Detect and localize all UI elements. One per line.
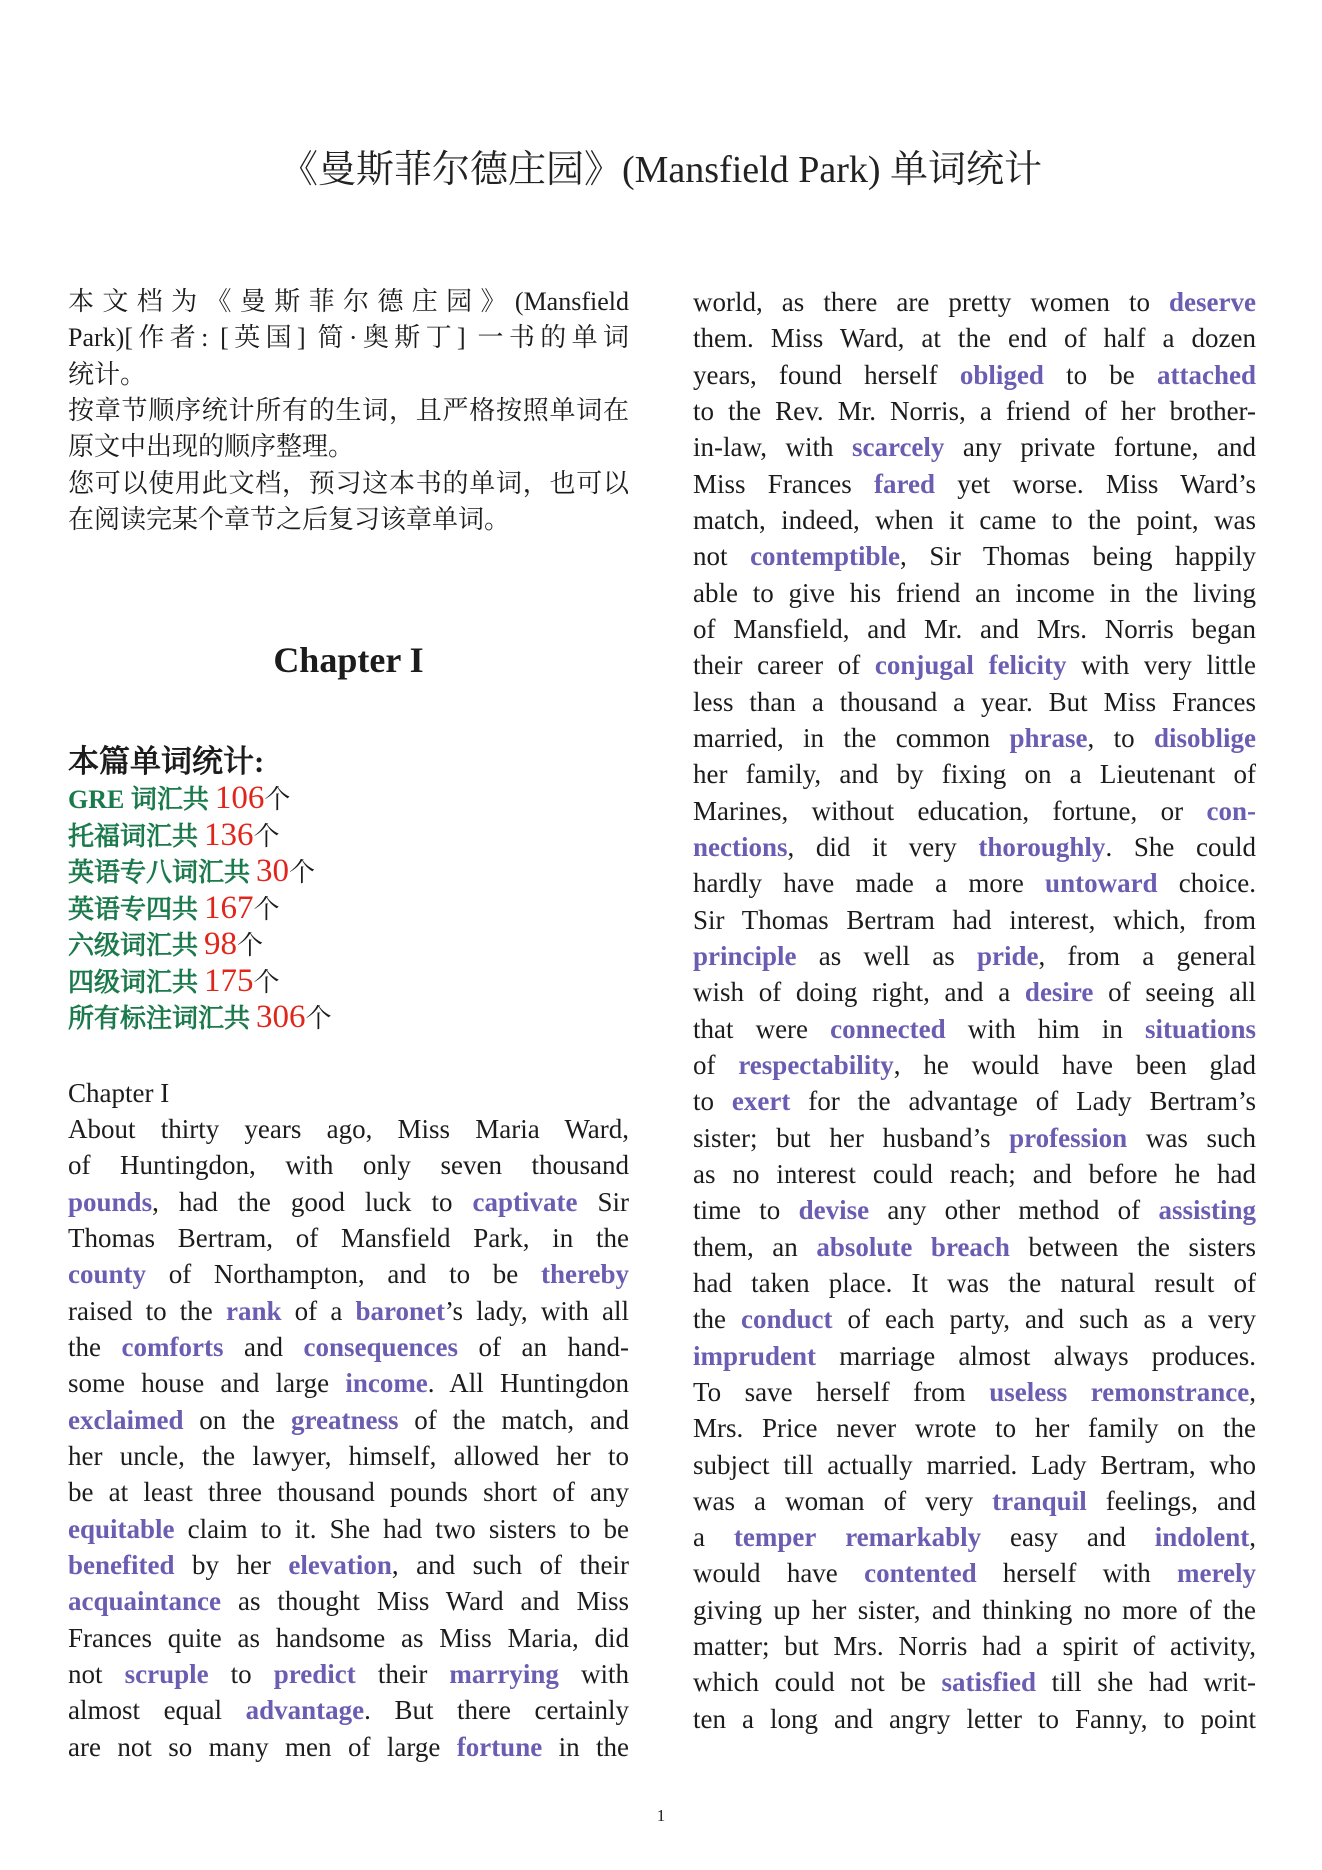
text-run: , Sir Thomas being happily (900, 541, 1256, 572)
text-line (693, 793, 1256, 829)
text-run: of the match, and (398, 1404, 629, 1435)
text-run (816, 1522, 845, 1552)
vocab-word: obliged (959, 359, 1044, 390)
text-line (693, 756, 1256, 792)
vocab-word: pounds (68, 1186, 153, 1217)
intro-line: 按章节顺序统计所有的生词，且严格按照单词在 (68, 395, 629, 425)
vocab-word: disoblige (1153, 722, 1256, 753)
intro-line: 在阅读完某个章节之后复习该章单词。 (68, 504, 511, 534)
text-run: able to give his friend an income in the living (693, 577, 1256, 608)
vocab-word: thoroughly (978, 831, 1106, 862)
text-run: world, as there are pretty women to (693, 287, 1170, 317)
text-run: which could not be (693, 1667, 942, 1698)
vocab-word: advantage (245, 1695, 365, 1726)
text-run: to be (1043, 359, 1158, 390)
vocab-word: absolute (816, 1231, 913, 1262)
vocab-word: predict (273, 1658, 356, 1689)
text-line (693, 393, 1256, 429)
text-line (693, 902, 1256, 938)
text-line (693, 1011, 1256, 1047)
stat-label: 六级词汇共 (68, 931, 199, 960)
text-run: choice. (1157, 868, 1257, 899)
vocab-word: satisfied (941, 1667, 1036, 1698)
text-line (693, 1555, 1256, 1591)
text-run: as well as (796, 940, 978, 971)
text-line (693, 1338, 1256, 1374)
stat-label: 英语专八词汇共 (68, 858, 251, 887)
text-run: with (558, 1658, 629, 1689)
vocab-word: scarcely (851, 432, 945, 463)
text-run: Frances quite as handsome as Miss Maria, did (68, 1622, 629, 1653)
text-run: subject till actually married. Lady Bertram, who (693, 1449, 1256, 1480)
vocab-word: conduct (741, 1304, 833, 1335)
intro-line: 本文档为《曼斯菲尔德庄园》(Mansfield (68, 287, 629, 316)
text-run: as no interest could reach; and before he had (693, 1158, 1256, 1189)
vocab-word: exert (731, 1086, 791, 1117)
text-run: feelings, and (1086, 1485, 1256, 1516)
text-run: almost equal (68, 1695, 246, 1726)
text-line (68, 1365, 629, 1401)
vocab-word: fortune (456, 1731, 543, 1762)
stat-unit: 个 (237, 931, 264, 960)
vocab-word: consequences (303, 1331, 458, 1362)
text-line (68, 1583, 629, 1619)
text-run (974, 650, 989, 680)
text-run: yet worse. Miss Ward’s (934, 468, 1257, 499)
vocab-word: baronet (355, 1295, 445, 1326)
vocab-word: thereby (541, 1259, 629, 1290)
stat-unit: 个 (253, 821, 280, 851)
text-run: of a (281, 1295, 356, 1326)
intro-line: 原文中出现的顺序整理。 (68, 432, 355, 462)
vocab-word: remarkably (845, 1522, 982, 1553)
page-title: 《曼斯菲尔德庄园》(Mansfield Park) 单词统计 (279, 149, 1043, 191)
vocab-word: merely (1177, 1558, 1257, 1589)
vocab-word: tranquil (992, 1485, 1087, 1516)
text-line (693, 575, 1256, 611)
vocab-word: greatness (290, 1404, 399, 1435)
vocab-word: untoward (1045, 868, 1158, 899)
vocab-word: contemptible (750, 541, 901, 572)
vocab-word: principle (693, 940, 797, 971)
vocab-word: connected (830, 1013, 946, 1044)
vocab-word: breach (930, 1231, 1010, 1262)
text-line (693, 284, 1256, 320)
text-run: for the advantage of Lady Bertram’s (790, 1086, 1256, 1117)
text-run: till she had writ- (1036, 1667, 1256, 1698)
text-run: any other method of (869, 1195, 1159, 1226)
stat-label: GRE 词汇共 (68, 785, 209, 814)
text-line (68, 1620, 629, 1656)
text-line (68, 1402, 629, 1438)
text-run: , (1249, 1376, 1256, 1407)
text-run: any private fortune, and (944, 432, 1256, 463)
text-line (693, 647, 1256, 683)
stat-count: 106 (214, 780, 265, 816)
text-line (68, 1184, 629, 1220)
stat-unit: 个 (253, 894, 280, 924)
vocab-word: respectability (738, 1049, 894, 1080)
text-line (693, 1410, 1256, 1446)
text-run: . But there certainly (364, 1695, 629, 1726)
text-line (693, 320, 1256, 356)
text-run: of seeing all (1093, 977, 1256, 1008)
stat-row-all (68, 1001, 629, 1038)
text-line (693, 720, 1256, 756)
vocab-word: temper (733, 1522, 817, 1553)
vocab-word: remonstrance (1090, 1376, 1250, 1407)
vocab-word: captivate (472, 1186, 578, 1217)
vocab-word: imprudent (693, 1340, 817, 1371)
intro-line: Park)[作者: [英国] 简·奥斯丁] 一书的单词 (68, 323, 629, 353)
text-run: matter; but Mrs. Norris had a spirit of activity, (693, 1631, 1256, 1662)
text-run: the (693, 1304, 742, 1335)
text-line (693, 357, 1256, 393)
stat-row-cet6 (68, 928, 629, 965)
stat-count: 175 (204, 962, 254, 999)
text-run: of Mansfield, and Mr. and Mrs. Norris began (693, 613, 1256, 644)
text-line (693, 1447, 1256, 1483)
text-line (693, 865, 1256, 901)
vocab-word: marrying (449, 1658, 559, 1689)
stat-count: 136 (204, 816, 254, 853)
text-run: Miss Frances (693, 468, 874, 499)
text-run: match, indeed, when it came to the point, was (693, 504, 1256, 535)
stat-count: 167 (204, 889, 254, 926)
text-run: herself with (976, 1558, 1178, 1589)
chapter-heading: Chapter I (273, 640, 424, 680)
stat-row-tem4 (68, 889, 629, 929)
text-run: giving up her sister, and thinking no more of the (693, 1594, 1256, 1625)
vocab-word: benefited (68, 1549, 175, 1580)
text-run: them. Miss Ward, at the end of half a dozen (693, 323, 1256, 354)
text-run: , he would have been glad (893, 1049, 1257, 1080)
stat-unit: 个 (289, 858, 316, 887)
text-run: a (693, 1522, 734, 1553)
vocab-word: acquaintance (68, 1586, 222, 1617)
text-line (68, 1547, 629, 1583)
text-run: had taken place. It was the natural result of (693, 1267, 1256, 1298)
intro-block (68, 284, 629, 538)
stat-unit: 个 (305, 1004, 332, 1033)
text-run (1067, 1377, 1091, 1407)
text-line (68, 1656, 629, 1692)
text-run: Sir Thomas Bertram had interest, which, from (693, 904, 1256, 935)
vocab-word: rank (225, 1295, 282, 1326)
text-line (693, 1265, 1256, 1301)
text-line (693, 429, 1256, 465)
text-run: of (693, 1049, 739, 1080)
vocab-word: situations (1144, 1013, 1256, 1044)
text-run: sister; but her husband’s (693, 1122, 1010, 1153)
text-line (68, 1111, 629, 1147)
text-line (693, 1301, 1256, 1337)
text-line (693, 829, 1256, 865)
text-run: , (1249, 1522, 1257, 1553)
text-run: Thomas Bertram, of Mansfield Park, in the (68, 1222, 629, 1253)
text-line (693, 938, 1256, 974)
text-run: , and such of their (391, 1549, 629, 1580)
text-line (693, 1047, 1256, 1083)
text-run: , from a general (1038, 940, 1256, 971)
stat-row-toefl (68, 816, 629, 856)
text-run: Sir (577, 1186, 629, 1217)
text-run: not (693, 541, 751, 572)
vocab-word: pride (977, 940, 1039, 971)
vocab-word: scruple (124, 1658, 209, 1689)
text-run: Mrs. Price never wrote to her family on the (693, 1413, 1256, 1444)
vocab-word: contented (864, 1558, 977, 1589)
text-run: was such (1127, 1122, 1256, 1153)
text-run: of each party, and such as a very (832, 1304, 1256, 1335)
stat-label: 四级词汇共 (68, 967, 199, 997)
text-run: would have (693, 1558, 865, 1589)
text-run: less than a thousand a year. But Miss Frances (693, 686, 1256, 717)
text-run: To save herself from (693, 1376, 990, 1407)
text-run: to the Rev. Mr. Norris, a friend of her brother- (693, 395, 1256, 426)
stat-count: 30 (256, 853, 290, 889)
text-run: of Huntingdon, with only seven thousand (68, 1150, 629, 1181)
text-line (693, 1192, 1256, 1228)
text-run: time to (693, 1195, 799, 1226)
vocab-word: fared (873, 468, 935, 499)
text-run: her family, and by fixing on a Lieutenant of (693, 759, 1256, 790)
text-line (693, 1592, 1256, 1628)
vocab-word: desire (1024, 977, 1094, 1008)
text-line (693, 611, 1256, 647)
stat-row-tem8 (68, 855, 629, 892)
vocab-word: assisting (1158, 1195, 1256, 1226)
text-run: ten a long and angry letter to Fanny, to point (693, 1703, 1256, 1734)
text-run: marriage almost always produces. (816, 1340, 1256, 1371)
text-run: About thirty years ago, Miss Maria Ward, (68, 1114, 629, 1144)
vocab-word: income (345, 1368, 428, 1399)
text-run: to (208, 1658, 274, 1689)
vocab-word: elevation (288, 1549, 392, 1580)
page-number: 1 (656, 1806, 666, 1825)
text-line (693, 1083, 1256, 1119)
text-line (693, 1120, 1256, 1156)
text-run: years, found herself (693, 359, 960, 390)
text-line (68, 1220, 629, 1256)
text-run: them, an (693, 1231, 817, 1262)
text-run: was a woman of very (693, 1485, 993, 1516)
text-run: between the sisters (1009, 1231, 1257, 1262)
text-run: by her (174, 1549, 289, 1580)
stat-label: 托福词汇共 (68, 821, 199, 851)
vocab-word: county (68, 1259, 147, 1290)
stat-row-gre (68, 782, 629, 819)
text-line (68, 1438, 629, 1474)
vocab-word: attached (1157, 359, 1256, 390)
text-line (693, 684, 1256, 720)
vocab-word: comforts (121, 1331, 224, 1362)
stat-count: 306 (256, 999, 306, 1035)
stat-label: 所有标注词汇共 (68, 1004, 251, 1033)
vocab-word: exclaimed (68, 1404, 184, 1435)
text-run: some house and large (68, 1368, 346, 1399)
vocab-word: con- (1206, 795, 1256, 826)
text-run: on the (183, 1404, 291, 1435)
stat-unit: 个 (264, 785, 291, 814)
text-run: their career of (693, 650, 875, 681)
text-line (693, 1229, 1256, 1265)
text-run: be at least three thousand pounds short of any (68, 1477, 629, 1508)
text-run: are not so many men of large (68, 1731, 457, 1762)
text-run: hardly have made a more (693, 868, 1046, 899)
text-run: of Northampton, and to be (146, 1259, 541, 1290)
text-run: , had the good luck to (152, 1186, 473, 1217)
text-line (693, 466, 1256, 502)
text-run: , did it very (787, 831, 979, 862)
text-line (68, 1692, 629, 1728)
vocab-word: equitable (68, 1513, 175, 1544)
text-line (693, 1374, 1256, 1410)
text-run: Marines, without education, fortune, or (693, 795, 1207, 826)
body-text-right-column (693, 284, 1256, 1737)
text-run: her uncle, the lawyer, himself, allowed her to (68, 1440, 629, 1471)
intro-line: 统计。 (68, 359, 147, 389)
text-run: in the (542, 1731, 629, 1762)
text-line (68, 1256, 629, 1292)
text-run: with him in (945, 1013, 1145, 1044)
text-line (68, 1329, 629, 1365)
text-run (912, 1232, 931, 1262)
text-run: and (223, 1331, 304, 1362)
stats-list (68, 782, 629, 1038)
stat-label: 英语专四共 (68, 894, 199, 924)
stat-row-cet4 (68, 962, 629, 1002)
text-line (68, 1474, 629, 1510)
vocab-word: useless (989, 1376, 1068, 1407)
vocab-word: profession (1009, 1122, 1128, 1153)
text-run: ’s lady, with all (445, 1295, 629, 1326)
body-text-left-column (68, 1111, 629, 1765)
vocab-word: indolent (1154, 1522, 1250, 1553)
text-line (693, 1519, 1256, 1555)
vocab-word: devise (798, 1195, 870, 1226)
text-line (693, 1483, 1256, 1519)
text-line (693, 1628, 1256, 1664)
text-run: not (68, 1658, 125, 1689)
text-line (693, 1664, 1256, 1700)
vocab-word: conjugal (874, 650, 974, 681)
text-run: . She could (1105, 831, 1256, 862)
vocab-word: phrase (1009, 722, 1088, 753)
stat-unit: 个 (253, 967, 280, 997)
text-line (68, 1511, 629, 1547)
stats-heading: 本篇单词统计: (68, 744, 265, 779)
text-line (68, 1729, 629, 1765)
text-run: , to (1087, 722, 1154, 753)
text-run: with very little (1066, 650, 1257, 681)
text-line (693, 1156, 1256, 1192)
vocab-word: felicity (988, 650, 1067, 681)
text-line (693, 502, 1256, 538)
text-line (693, 974, 1256, 1010)
text-line (68, 1293, 629, 1329)
text-run: their (355, 1658, 450, 1689)
stat-count: 98 (204, 926, 238, 962)
text-run: claim to it. She had two sisters to be (174, 1513, 629, 1544)
text-line (693, 538, 1256, 574)
vocab-word: nections (693, 831, 788, 862)
text-run: in-law, with (693, 432, 852, 463)
text-run: . All Huntingdon (427, 1368, 629, 1399)
text-line (693, 1701, 1256, 1737)
chapter-label: Chapter I (68, 1078, 170, 1108)
text-run: married, in the common (693, 722, 1010, 753)
text-run: of an hand- (458, 1331, 630, 1362)
text-line (68, 1147, 629, 1183)
intro-line: 您可以使用此文档，预习这本书的单词，也可以 (68, 468, 629, 498)
text-run: wish of doing right, and a (693, 977, 1025, 1008)
text-run: easy and (981, 1522, 1155, 1553)
text-run: as thought Miss Ward and Miss (221, 1586, 629, 1617)
text-run: that were (693, 1013, 831, 1044)
text-run: to (693, 1086, 732, 1117)
vocab-word: deserve (1169, 287, 1256, 317)
text-run: the (68, 1331, 122, 1362)
text-run: raised to the (68, 1295, 226, 1326)
